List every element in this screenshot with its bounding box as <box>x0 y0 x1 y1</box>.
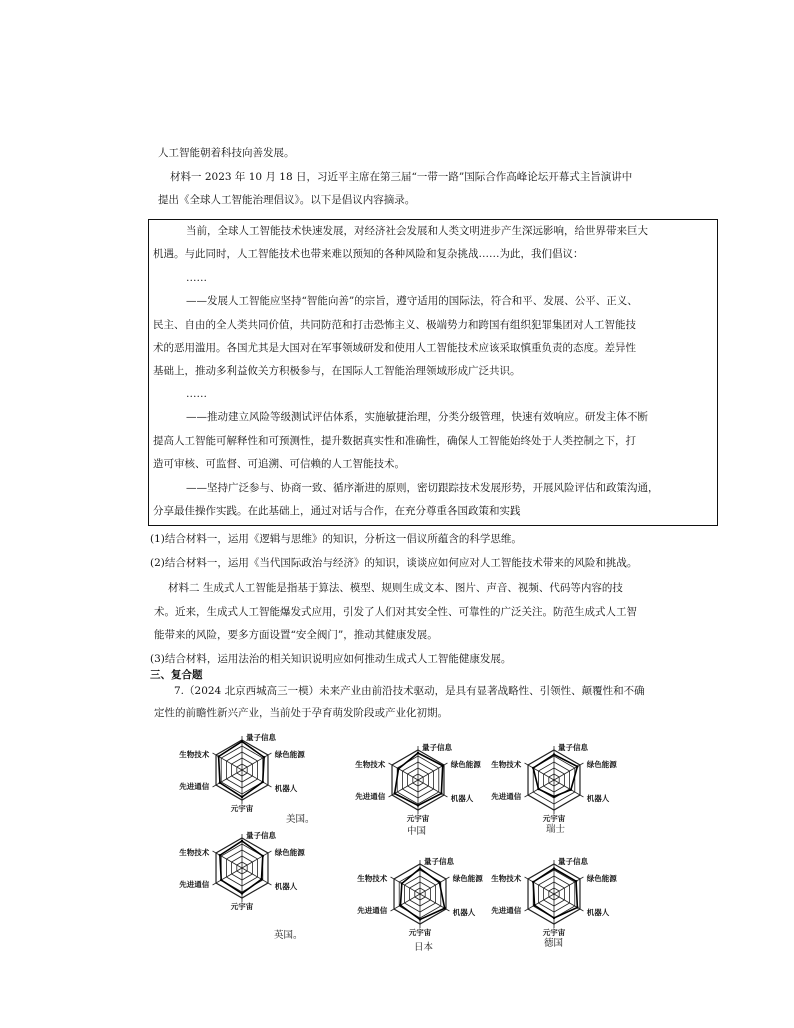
radar-axis-label: 元宇宙 <box>542 928 566 937</box>
radar-axis-label: 绿色能源 <box>450 760 481 769</box>
radar-axis-label: 生物技术 <box>491 874 522 883</box>
material1-line1: 材料一 2023 年 10 月 18 日，习近平主席在第三届“一带一路”国际合作高峰论坛开幕式主旨演讲中 <box>170 171 633 183</box>
radar-axis-label: 机器人 <box>274 784 298 793</box>
quote-line: ——坚持广泛参与、协商一致、循序渐进的原则，密切跟踪技术发展形势，开展风险评估和政策沟通， <box>186 482 659 494</box>
radar-axis <box>213 851 242 868</box>
radar-axis-label: 生物技术 <box>179 848 210 857</box>
radar-axis-label: 量子信息 <box>558 743 588 752</box>
radar-data-point <box>262 855 264 857</box>
country-label-japan: 日本 <box>414 942 434 953</box>
radar-axis-label: 绿色能源 <box>274 848 305 857</box>
q7-line1: 7.（2024 北京西城高三一模）未来产业由前沿技术驱动，是具有显著战略性、引领性、颠覆性和不确 <box>174 685 645 697</box>
radar-data-point <box>440 792 442 794</box>
radar-data-point <box>241 796 243 798</box>
radar-axis <box>242 753 271 770</box>
radar-data-point <box>397 768 399 770</box>
quote-ellipsis: …… <box>186 388 207 400</box>
radar-axis-label: 生物技术 <box>355 760 386 769</box>
radar-axis <box>525 763 554 780</box>
quote-line: 当前，全球人工智能技术快速发展，对经济社会发展和人类文明进步产生深远影响，给世界带来巨大 <box>186 225 648 237</box>
radar-axis-label: 生物技术 <box>357 874 388 883</box>
q7-line2: 定性的前瞻性新兴产业，当前处于孕育萌发阶段或产业化初期。 <box>154 707 448 719</box>
quote-ellipsis: …… <box>186 272 207 284</box>
radar-data-point <box>575 880 577 882</box>
radar-axis <box>213 770 242 787</box>
radar-axis <box>554 877 583 894</box>
radar-data-point <box>399 904 401 906</box>
country-label-china: 中国 <box>407 826 427 837</box>
radar-axis-label: 量子信息 <box>246 733 276 742</box>
radar-axis-label: 机器人 <box>586 794 610 803</box>
radar-axis <box>242 770 271 787</box>
intro-line: 人工智能朝着科技向善发展。 <box>158 147 295 159</box>
radar-data-point <box>219 782 221 784</box>
radar-axis <box>554 894 583 911</box>
radar-data-point <box>553 917 555 919</box>
radar-axis-label: 先进通信 <box>355 792 386 801</box>
material2-line2: 术。近来，生成式人工智能爆发式应用，引发了人们对其安全性、可靠性的广泛关注。防范生成式人工智 <box>154 606 637 618</box>
radar-axis-label: 先进通信 <box>179 880 210 889</box>
radar-axis <box>213 753 242 770</box>
radar-axis-label: 先进通信 <box>179 782 210 791</box>
radar-axis-label: 生物技术 <box>491 760 522 769</box>
radar-chart-japan <box>350 852 490 938</box>
radar-data-point <box>537 788 539 790</box>
radar-data-point <box>393 792 395 794</box>
radar-data-point <box>217 755 219 757</box>
radar-axis <box>242 851 271 868</box>
radar-axis <box>389 780 418 797</box>
radar-data-point <box>553 867 555 869</box>
radar-data-point <box>263 756 265 758</box>
radar-axis <box>418 780 447 797</box>
radar-axis-label: 机器人 <box>586 908 610 917</box>
radar-chart-uk <box>172 826 312 912</box>
radar-data-point <box>533 904 535 906</box>
section-heading: 三、复合题 <box>150 669 203 681</box>
country-label-germany: 德国 <box>544 938 564 949</box>
quote-line: ——发展人工智能应坚持“智能向善”的宗旨，遵守适用的国际法，符合和平、发展、公平、正义、 <box>186 295 638 307</box>
radar-data-point <box>438 882 440 884</box>
quote-line: ——推动建立风险等级测试评估体系，实施敏捷治理，分类分级管理，快速有效响应。研发主体不断 <box>186 411 648 423</box>
material2-line3: 能带来的风险，要多方面设置“安全阀门”，推动其健康发展。 <box>154 629 438 641</box>
radar-axis-label: 量子信息 <box>422 743 452 752</box>
question-1: (1)结合材料一，运用《逻辑与思维》的知识，分析这一倡议所蕴含的科学思维。 <box>150 533 522 545</box>
radar-axis-label: 绿色能源 <box>586 874 617 883</box>
radar-data-point <box>241 840 243 842</box>
country-label-uk: 英国。 <box>274 930 303 941</box>
radar-chart-china <box>348 738 488 824</box>
radar-data-point <box>553 753 555 755</box>
radar-data-point <box>532 881 534 883</box>
radar-axis-label: 先进通信 <box>491 792 522 801</box>
quote-line: 基础上，推动多利益攸关方积极参与，在国际人工智能治理领域形成广泛共识。 <box>153 365 521 377</box>
radar-axis-label: 元宇宙 <box>408 928 432 937</box>
radar-series-polygon <box>401 869 445 920</box>
material1-line2: 提出《全球人工智能治理倡议》。以下是倡议内容摘录。 <box>158 194 416 206</box>
radar-axis-label: 元宇宙 <box>230 804 254 813</box>
radar-axis-label: 机器人 <box>450 794 474 803</box>
radar-chart-germany <box>484 852 624 938</box>
radar-data-point <box>260 878 262 880</box>
question-3: (3)结合材料，运用法治的相关知识说明应如何推动生成式人工智能健康发展。 <box>150 653 512 665</box>
radar-data-point <box>576 906 578 908</box>
radar-data-point <box>262 781 264 783</box>
radar-chart-usa <box>172 728 312 814</box>
radar-axis-label: 先进通信 <box>491 906 522 915</box>
radar-data-point <box>576 765 578 767</box>
radar-data-point <box>241 892 243 894</box>
radar-data-point <box>419 918 421 920</box>
radar-data-point <box>219 854 221 856</box>
quote-line: 提高人工智能可解释性和可预测性，提升数据真实性和准确性，确保人工智能始终处于人类控制之下，打 <box>153 435 636 447</box>
radar-data-point <box>220 879 222 881</box>
radar-axis-label: 量子信息 <box>246 831 276 840</box>
radar-axis-label: 绿色能源 <box>274 750 305 759</box>
quote-line: 分享最佳操作实践。在此基础上，通过对话与合作，在充分尊重各国政策和实践 <box>153 505 521 517</box>
radar-chart-switzerland <box>484 738 624 824</box>
quote-line: 术的恶用滥用。各国尤其是大国对在军事领域研发和使用人工智能技术应该采取慎重负责的态度。差异性 <box>153 342 636 354</box>
radar-axis <box>391 877 420 894</box>
radar-data-point <box>570 789 572 791</box>
radar-axis <box>525 877 554 894</box>
quote-line: 造可审核、可监督、可追溯、可信赖的人工智能技术。 <box>153 458 405 470</box>
radar-data-point <box>419 867 421 869</box>
radar-data-point <box>241 740 243 742</box>
radar-axis-label: 元宇宙 <box>406 814 430 823</box>
quote-line: 民主、自由的全人类共同价值，共同防范和打击恐怖主义、极端势力和跨国有组织犯罪集团对人工智能技 <box>153 319 636 331</box>
radar-axis-label: 生物技术 <box>179 750 210 759</box>
radar-data-point <box>401 882 403 884</box>
radar-axis-label: 元宇宙 <box>230 902 254 911</box>
radar-axis-label: 元宇宙 <box>542 814 566 823</box>
country-label-usa: 美国。 <box>286 814 315 825</box>
material2-line1: 材料二 生成式人工智能是指基于算法、模型、规则生成文本、图片、声音、视频、代码等内容的技 <box>168 582 623 594</box>
radar-axis-label: 绿色能源 <box>586 760 617 769</box>
radar-axis-label: 机器人 <box>452 908 476 917</box>
radar-data-point <box>443 907 445 909</box>
quote-line: 机遇。与此同时，人工智能技术也带来难以预知的各种风险和复杂挑战……为此，我们倡议： <box>153 248 584 260</box>
radar-axis-label: 机器人 <box>274 882 298 891</box>
country-label-switzerland: 瑞士 <box>546 824 566 835</box>
radar-data-point <box>441 765 443 767</box>
radar-data-point <box>532 767 534 769</box>
question-2: (2)结合材料一，运用《当代国际政治与经济》的知识，谈谈应如何应对人工智能技术带来的风险和挑战。 <box>150 557 638 569</box>
radar-data-point <box>417 804 419 806</box>
radar-axis <box>213 868 242 885</box>
radar-axis <box>554 763 583 780</box>
radar-axis-label: 量子信息 <box>424 857 454 866</box>
radar-axis-label: 量子信息 <box>558 857 588 866</box>
radar-data-point <box>417 752 419 754</box>
radar-axis-label: 先进通信 <box>357 906 388 915</box>
radar-data-point <box>553 795 555 797</box>
radar-axis-label: 绿色能源 <box>452 874 483 883</box>
